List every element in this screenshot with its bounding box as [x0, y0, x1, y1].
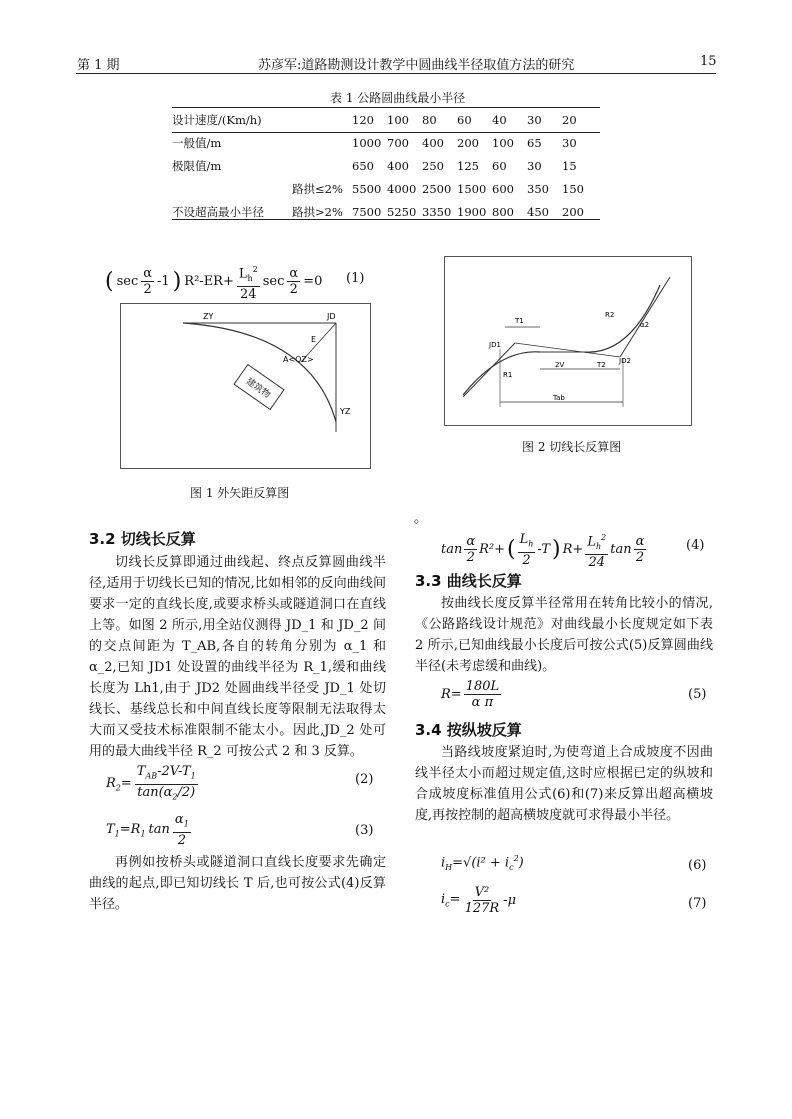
row-sublabel: 路拱≤2%: [292, 181, 343, 196]
cell: 3350: [422, 204, 452, 219]
svg-text:建筑物: 建筑物: [243, 376, 272, 401]
eq1-sec2: sec: [262, 274, 285, 290]
cell: 7500: [352, 204, 382, 219]
section-3-4-heading: 3.4 按纵坡反算: [415, 721, 522, 739]
section-3-2-paragraph-1: 切线长反算即通过曲线起、终点反算圆曲线半径,适用于切线长已知的情况,比如相邻的反向曲线间要求一定的直线长度,或要求桥头或隧道洞口在直线上等。如图 2 所示,用全站仪测得 JD_1 和 JD_2 间的交点间距为 T_AB,各自的转角分别为 α_1 和 α_2,已知 JD1 处设置的曲线半径为 R_1,缓和曲线长度为 Lh1,由于 JD2 处圆曲线半径受 JD_1 处切线长、基线总长和中间直线长度等限制无法取得太大而又受技术标准限制不能太小。因此,JD_2 处可用的最大曲线半径 R_2 可按公式 2 和 3 反算。: [89, 555, 386, 759]
figure-2: [444, 256, 692, 426]
cell: 600: [492, 181, 514, 196]
row-label: [172, 177, 292, 200]
header-rule: [76, 73, 716, 74]
fig2-label-tab: Tab: [553, 394, 565, 402]
cell: 200: [562, 204, 584, 219]
table1-header-label: 设计速度/(Km/h): [172, 112, 262, 127]
eq4-fraction-3: $\frac{L_h^2}{24}$: [585, 530, 608, 570]
section-3-4-paragraph: 当路线坡度紧迫时,为使弯道上合成坡度不因曲线半径太小而超过规定值,这时应根据已定的纵坡和合成坡度标准值用公式(6)和(7)来反算出超高横坡度,再按控制的超高横坡度就可求得最小半径。: [415, 745, 713, 823]
eq3-number: (3): [355, 823, 374, 838]
fig2-tangent-out: [620, 277, 670, 357]
table1: [172, 108, 600, 223]
cell: 60: [492, 158, 507, 173]
cell: 350: [527, 181, 549, 196]
cell: 30: [562, 135, 577, 150]
table1-speed: 120: [352, 112, 374, 127]
cell: 400: [387, 158, 409, 173]
table1-header-row: [172, 108, 600, 131]
equation-6: $i_H=√(i^2 + i_c^2)$: [441, 854, 524, 872]
eq1-fraction2: $\frac{\alpha}{2}$: [289, 266, 299, 298]
eq1-sec: sec: [116, 274, 139, 290]
fig1-label-yz: YZ: [340, 407, 351, 416]
paren-open: (: [105, 269, 114, 295]
cell: 400: [422, 135, 444, 150]
eq6-number: (6): [688, 858, 707, 873]
fig2-label-t2: T2: [597, 361, 606, 369]
table1-speed: 20: [562, 112, 577, 127]
cell: 4000: [387, 181, 417, 196]
cell: 200: [457, 135, 479, 150]
section-3-2-heading: 3.2 切线长反算: [89, 530, 196, 548]
figure-1-diagram: [121, 304, 370, 468]
cell: 800: [492, 204, 514, 219]
paren-close: ): [172, 269, 182, 295]
equation-7: $i_c=$ $\frac{\text{V²}}{127R}$ -μ: [441, 885, 517, 916]
table-row: [172, 154, 600, 177]
equation-3: [106, 812, 191, 848]
eq1-number: (1): [346, 271, 365, 286]
cell: 30: [527, 158, 542, 173]
equation-1: [105, 262, 322, 302]
eq1-tail: =0: [303, 274, 323, 290]
fig2-label-jd1: JD1: [489, 341, 501, 349]
eq1-den: 2: [143, 282, 152, 298]
table-row: [172, 177, 600, 200]
figure-1-caption: 图 1 外矢距反算图: [190, 486, 290, 500]
eq4-number: (4): [686, 538, 705, 553]
stray-period: 。: [414, 511, 428, 526]
fig1-label-jd: JD: [327, 312, 336, 321]
table1-speed: 40: [492, 112, 507, 127]
fig2-label-a2: α2: [640, 321, 650, 329]
section-3-3-paragraph: 按曲线长度反算半径常用在转角比较小的情况,《公路路线设计规范》对曲线最小长度规定如下表 2 所示,已知曲线最小长度后可按公式(5)反算圆曲线半径(未考虑缓和曲线)。: [415, 596, 713, 674]
equation-2: [106, 764, 198, 804]
eq1-r2: R²-ER+: [184, 274, 234, 290]
equation-4: tan $\frac{\alpha}{2}$ R²+ ( $\frac{L_h}{2}$ -T ) R+ $\frac{L_h^2}{24}$ tan $\frac{\alpha}{2}$: [441, 530, 646, 570]
journal-issue: 第 1 期: [77, 58, 120, 73]
cell: 650: [352, 158, 374, 173]
fig2-label-r2: R2: [605, 311, 615, 319]
eq5-number: (5): [688, 687, 707, 702]
cell: 65: [527, 135, 542, 150]
cell: 150: [562, 181, 584, 196]
eq1-fraction: [141, 266, 154, 297]
fig1-label-zy: ZY: [203, 312, 214, 321]
eq2-lhs: $R_2=$: [106, 775, 132, 793]
cell: 700: [387, 135, 409, 150]
eq2-fraction: $\frac{T_{AB}-2V-T_1}{\tan(\alpha_2/2)}$: [136, 764, 196, 802]
cell: 15: [562, 158, 577, 173]
cell: 125: [457, 158, 479, 173]
cell: 2500: [422, 181, 452, 196]
fig2-label-jd2: JD2: [619, 357, 631, 365]
section-3-3-heading: 3.3 曲线长反算: [415, 572, 522, 590]
figure-2-diagram: [445, 257, 691, 425]
fig1-obstacle: [234, 365, 284, 410]
cell: 1500: [457, 181, 487, 196]
eq7-fraction: $\frac{\text{V²}}{127R}$: [464, 885, 500, 916]
eq7-number: (7): [688, 896, 707, 911]
eq3-lhs: $T_1=R_1$: [106, 821, 146, 839]
figure-2-caption: 图 2 切线长反算图: [522, 440, 622, 454]
eq1-lh: $L_h^2$: [237, 262, 260, 287]
page-number: 15: [700, 54, 717, 69]
table-row: [172, 200, 600, 223]
eq1-lh-fraction: [237, 262, 260, 302]
cell: 1000: [352, 135, 382, 150]
table1-caption: 表 1 公路圆曲线最小半径: [330, 91, 466, 105]
row-label: 极限值/m: [172, 158, 222, 173]
eq4-fraction-1: $\frac{\alpha}{2}$: [466, 534, 476, 566]
eq4-fraction-2: $\frac{L_h}{2}$: [519, 532, 534, 568]
eq1-minus1: -1: [157, 274, 170, 290]
fig2-label-t1: T1: [515, 317, 524, 325]
table1-speed: 80: [422, 112, 437, 127]
row-sublabel: 路拱>2%: [292, 204, 343, 219]
eq1-num: α: [143, 266, 153, 282]
table1-speed: 60: [457, 112, 472, 127]
cell: 5500: [352, 181, 382, 196]
fig2-curve-1: [463, 352, 540, 395]
running-title: 苏彦军:道路勘测设计教学中圆曲线半径取值方法的研究: [258, 58, 575, 73]
row-label: 不设超高最小半径: [172, 204, 264, 219]
cell: 100: [492, 135, 514, 150]
eq4-fraction-4: $\frac{\alpha}{2}$: [635, 534, 645, 566]
row-label: 一般值/m: [172, 135, 222, 150]
table1-speed: 100: [387, 112, 409, 127]
fig1-label-e: E: [311, 335, 317, 344]
fig2-curve-2: [585, 285, 660, 352]
equation-5: R= $\frac{180L}{\text{α π}}$: [441, 679, 500, 710]
table1-speed: 30: [527, 112, 542, 127]
cell: 5250: [387, 204, 417, 219]
fig2-tangent-in: [463, 343, 515, 397]
eq2-number: (2): [355, 772, 374, 787]
fig1-label-a: A<QZ>: [283, 355, 314, 364]
cell: 250: [422, 158, 444, 173]
cell: 1900: [457, 204, 487, 219]
cell: 450: [527, 204, 549, 219]
section-3-2-paragraph-2: 再例如按桥头或隧道洞口直线长度要求先确定曲线的起点,即已知切线长 T 后,也可按公式(4)反算半径。: [89, 855, 386, 912]
fig2-label-v: 2V: [555, 361, 565, 369]
figure-1: [120, 303, 371, 469]
table-row: [172, 131, 600, 154]
eq3-fraction: $\frac{\alpha_1}{2}$: [174, 812, 189, 848]
eq3-tan: tan: [148, 822, 170, 838]
fig2-label-r1: R1: [503, 371, 513, 379]
eq5-fraction: $\frac{180L}{\text{α π}}$: [465, 679, 500, 710]
eq1-24: 24: [240, 286, 257, 302]
